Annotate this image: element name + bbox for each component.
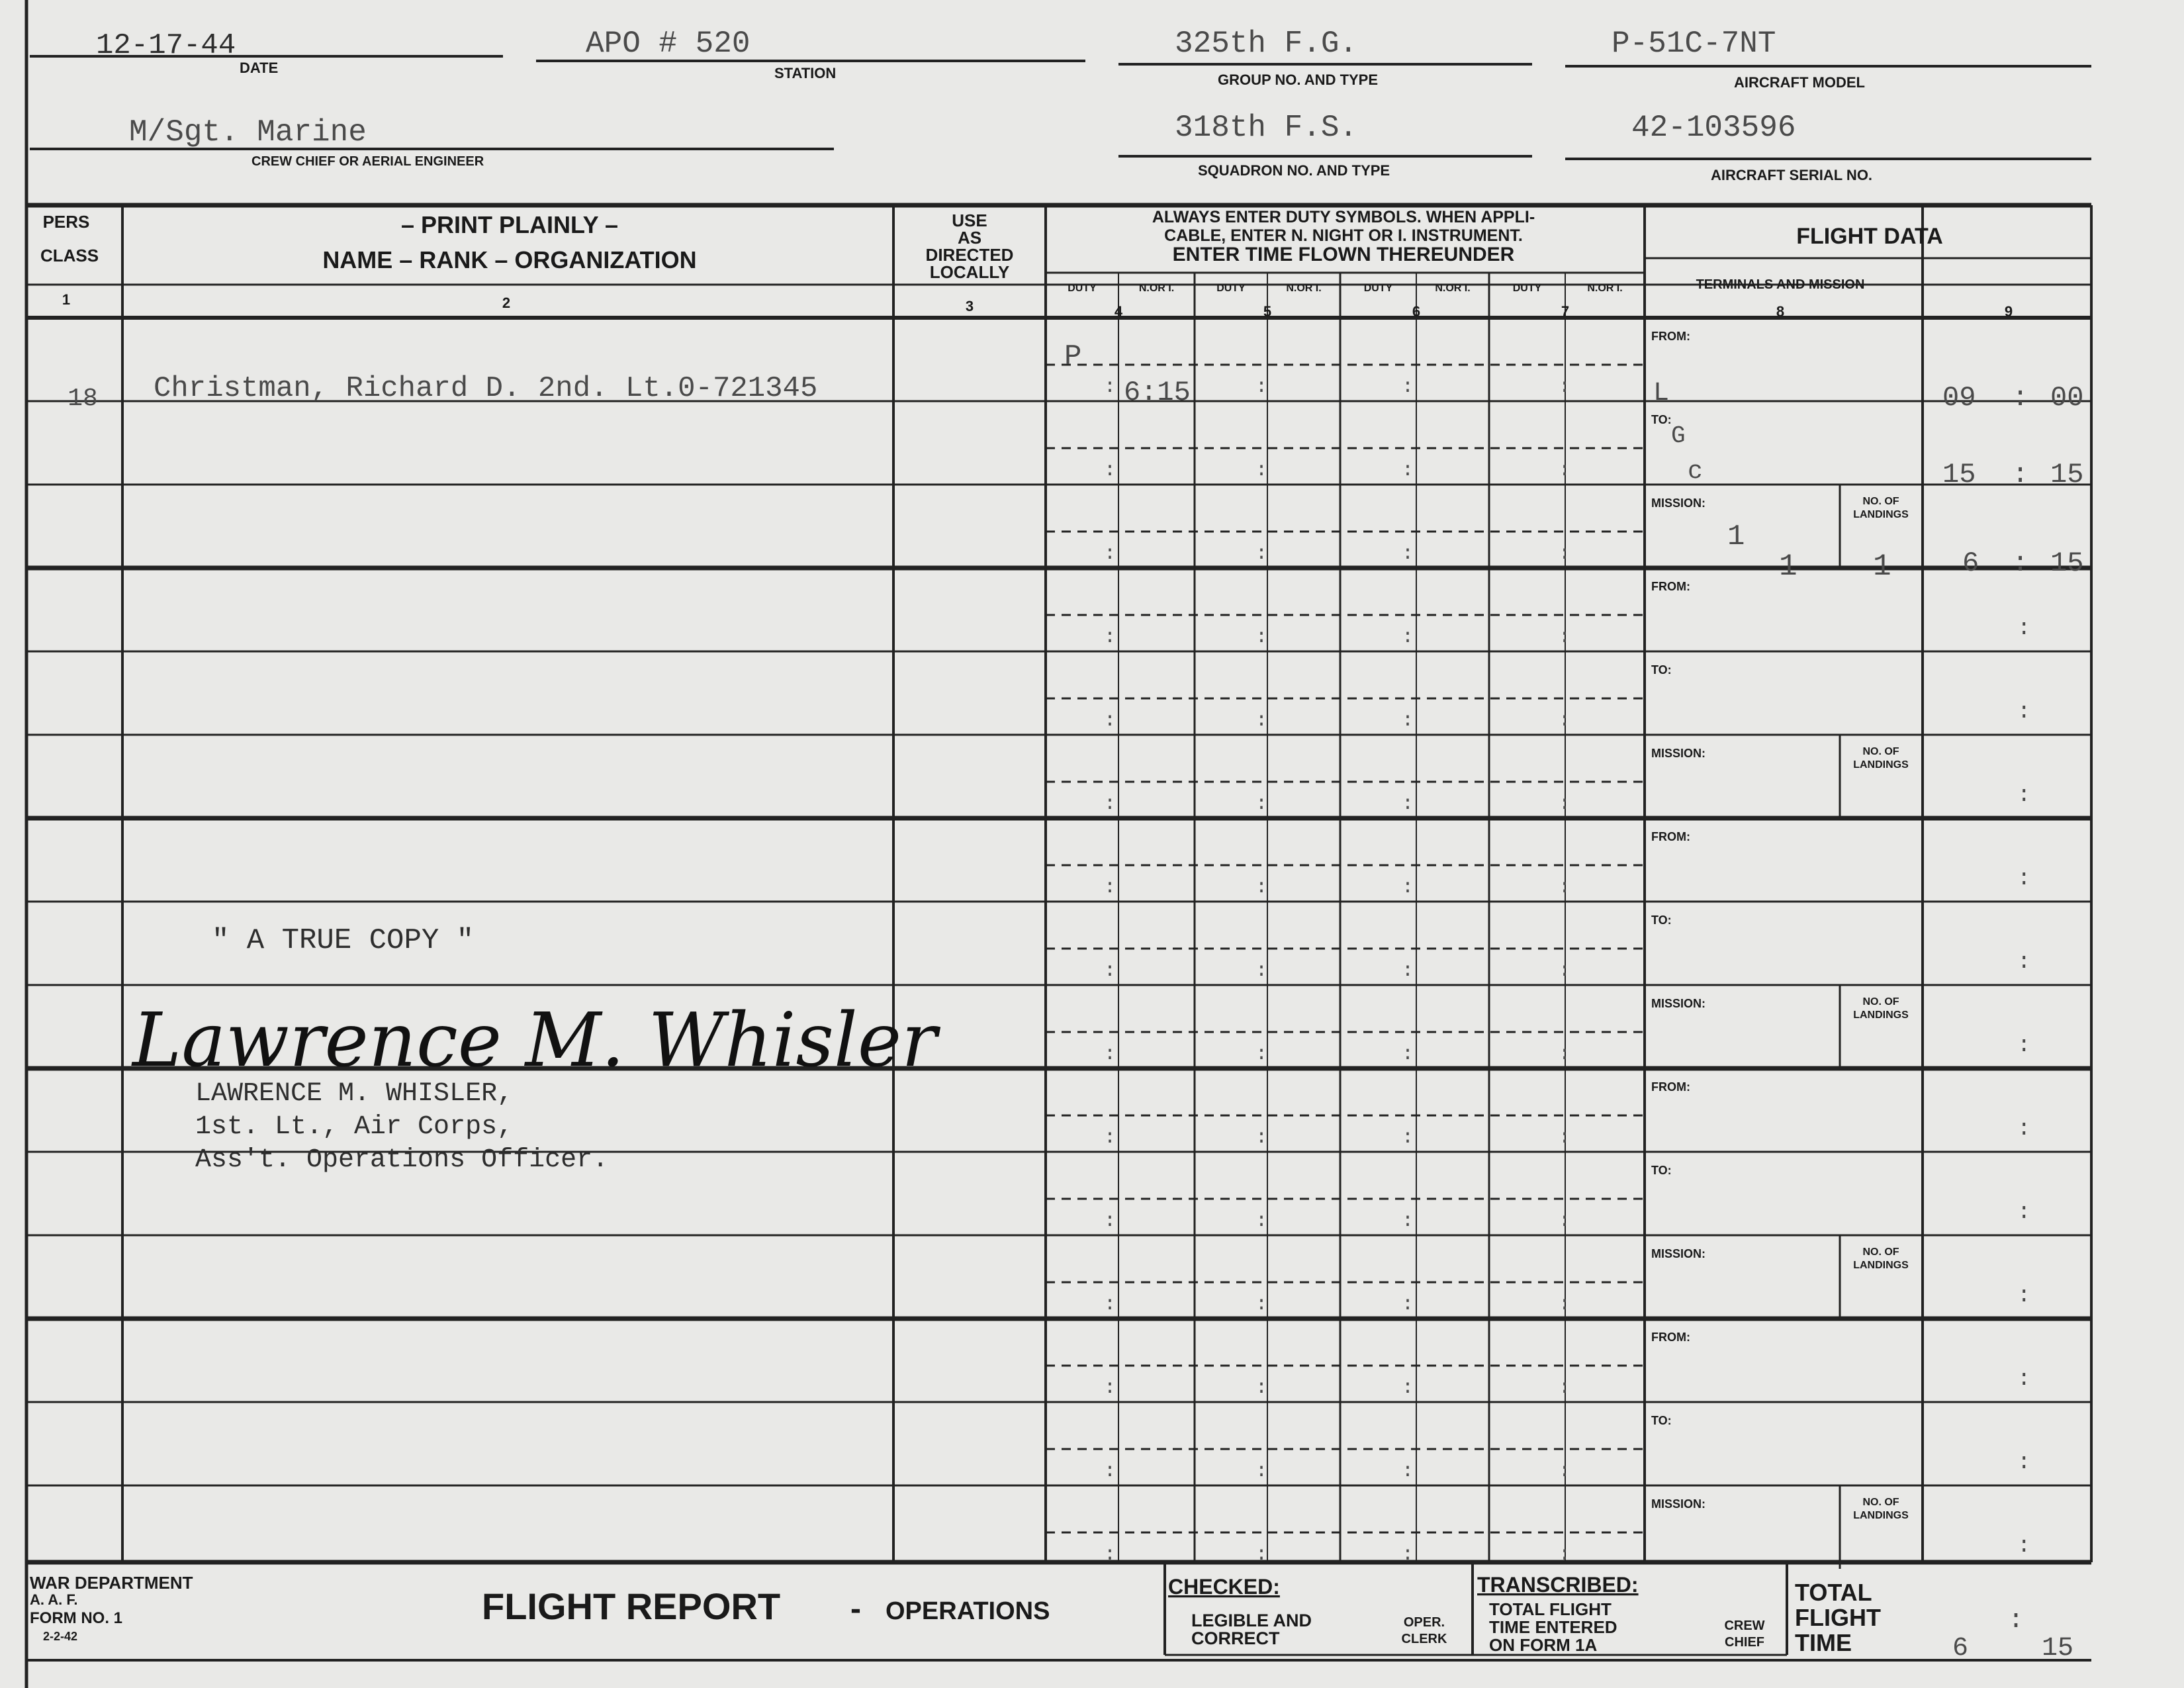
duty-colon-15-2: : xyxy=(1255,1544,1268,1566)
officer-signature: Lawrence M. Whisler xyxy=(132,998,937,1084)
duty-colon-12-4: : xyxy=(1559,1293,1571,1316)
mission-label-2: MISSION: xyxy=(1651,747,1706,760)
duty-subheader-2: N.OR I. xyxy=(1138,283,1175,294)
duty-colon-14-2: : xyxy=(1255,1460,1268,1483)
squadron-value: 318th F.S. xyxy=(1175,111,1358,145)
duty-colon-13-4: : xyxy=(1559,1377,1571,1399)
footer-total-hours: 6 xyxy=(1952,1634,1969,1664)
legible-line-2: CORRECT xyxy=(1191,1628,1280,1648)
total-entered-1: TOTAL FLIGHT xyxy=(1489,1599,1612,1619)
duty-colon-7-4: : xyxy=(1559,876,1571,899)
true-copy-stamp: " A TRUE COPY " xyxy=(212,924,475,957)
group-value: 325th F.G. xyxy=(1175,26,1358,61)
to-label-1: TO: xyxy=(1651,413,1672,426)
duty-colon-2-3: : xyxy=(1402,459,1414,482)
dept-line-1: WAR DEPARTMENT xyxy=(30,1573,193,1593)
duty-colon-4-1: : xyxy=(1104,626,1116,649)
duty-col-number-7: 7 xyxy=(1561,303,1570,320)
print-plainly-header: – PRINT PLAINLY – xyxy=(400,211,619,238)
duty-subheader-3: DUTY xyxy=(1216,283,1246,294)
duty-colon-4-2: : xyxy=(1255,626,1268,649)
to-label-5: TO: xyxy=(1651,1414,1672,1427)
col9-number: 9 xyxy=(2004,303,2013,320)
landings-label-a-3: NO. OF xyxy=(1862,996,1899,1008)
entry-duty-symbol: P xyxy=(1064,340,1082,373)
oper-clerk-2: CLERK xyxy=(1401,1632,1447,1646)
report-title-dash: - xyxy=(850,1591,861,1626)
footer-total-colon: : xyxy=(2008,1606,2025,1636)
date-value: 12-17-44 xyxy=(96,29,236,62)
duty-colon-2-4: : xyxy=(1559,459,1571,482)
landings-label-b-3: LANDINGS xyxy=(1853,1009,1909,1021)
legible-line-1: LEGIBLE AND xyxy=(1191,1611,1312,1630)
from-label-4: FROM: xyxy=(1651,1080,1690,1094)
oper-clerk-1: OPER. xyxy=(1403,1615,1445,1630)
duty-colon-3-4: : xyxy=(1559,543,1571,565)
duty-colon-1-1: : xyxy=(1104,376,1116,399)
duty-colon-9-3: : xyxy=(1402,1043,1414,1066)
crew-chief-label: CREW CHIEF OR AERIAL ENGINEER xyxy=(251,154,484,169)
entry-name: Christman, Richard D. 2nd. Lt.0-721345 xyxy=(154,372,818,405)
duty-colon-4-4: : xyxy=(1559,626,1571,649)
landings-label-a-1: NO. OF xyxy=(1862,496,1899,507)
from-label-1: FROM: xyxy=(1651,330,1690,343)
duty-colon-8-2: : xyxy=(1255,960,1268,982)
duty-colon-4-3: : xyxy=(1402,626,1414,649)
entry-mission-extra: 1 xyxy=(1779,549,1797,584)
duty-colon-10-4: : xyxy=(1559,1127,1571,1149)
use-as-directed-1: USE xyxy=(952,211,987,230)
time-colon-3-1: : xyxy=(2017,867,2031,892)
duty-subheader-8: N.OR I. xyxy=(1587,283,1623,294)
duty-instructions-2: CABLE, ENTER N. NIGHT OR I. INSTRUMENT. xyxy=(1164,226,1523,245)
duty-colon-8-1: : xyxy=(1104,960,1116,982)
pers-class-header-1: PERS xyxy=(42,212,90,232)
footer-total-minutes: 15 xyxy=(2042,1634,2074,1664)
name-rank-org-header: NAME – RANK – ORGANIZATION xyxy=(322,246,697,273)
duty-colon-15-4: : xyxy=(1559,1544,1571,1566)
duty-colon-7-2: : xyxy=(1255,876,1268,899)
time-colon-3-2: : xyxy=(2017,950,2031,975)
landings-label-b-1: LANDINGS xyxy=(1853,509,1909,520)
aircraft-model-value: P-51C-7NT xyxy=(1612,26,1776,61)
duty-colon-8-3: : xyxy=(1402,960,1414,982)
time-colon-2-3: : xyxy=(2017,783,2031,808)
duty-colon-14-4: : xyxy=(1559,1460,1571,1483)
officer-rank: 1st. Lt., Air Corps, xyxy=(195,1112,514,1142)
entry-to-minutes: 15 xyxy=(2050,459,2084,491)
entry-to: G xyxy=(1671,422,1686,449)
col1-number: 1 xyxy=(62,291,71,308)
serial-value: 42-103596 xyxy=(1631,111,1796,145)
use-as-directed-2: AS xyxy=(957,228,982,248)
duty-colon-6-2: : xyxy=(1255,793,1268,816)
duty-colon-12-3: : xyxy=(1402,1293,1414,1316)
duty-colon-14-3: : xyxy=(1402,1460,1414,1483)
duty-colon-2-1: : xyxy=(1104,459,1116,482)
date-label: DATE xyxy=(240,60,279,76)
crew-chief-1: CREW xyxy=(1724,1618,1765,1633)
to-label-4: TO: xyxy=(1651,1164,1672,1177)
duty-colon-7-1: : xyxy=(1104,876,1116,899)
entry-from-minutes: 00 xyxy=(2050,382,2084,414)
total-flight-time-1: TOTAL xyxy=(1795,1579,1872,1606)
duty-colon-6-4: : xyxy=(1559,793,1571,816)
mission-label-4: MISSION: xyxy=(1651,1247,1706,1260)
duty-colon-8-4: : xyxy=(1559,960,1571,982)
duty-colon-15-3: : xyxy=(1402,1544,1414,1566)
duty-colon-11-3: : xyxy=(1402,1210,1414,1233)
terminals-mission-header: TERMINALS AND MISSION xyxy=(1696,277,1865,292)
flight-data-header: FLIGHT DATA xyxy=(1796,224,1943,249)
duty-colon-5-2: : xyxy=(1255,710,1268,732)
landings-label-a-2: NO. OF xyxy=(1862,746,1899,757)
mission-label-3: MISSION: xyxy=(1651,997,1706,1010)
col3-number: 3 xyxy=(965,298,974,314)
duty-subheader-6: N.OR I. xyxy=(1435,283,1471,294)
entry-to-code: c xyxy=(1688,457,1703,486)
duty-colon-10-3: : xyxy=(1402,1127,1414,1149)
station-label: STATION xyxy=(774,65,837,81)
duty-colon-6-1: : xyxy=(1104,793,1116,816)
crew-chief-2: CHIEF xyxy=(1725,1635,1764,1650)
col2-number: 2 xyxy=(502,295,511,311)
time-colon-2-1: : xyxy=(2017,616,2031,641)
duty-colon-9-4: : xyxy=(1559,1043,1571,1066)
duty-colon-3-3: : xyxy=(1402,543,1414,565)
mission-label-1: MISSION: xyxy=(1651,496,1706,510)
duty-colon-11-4: : xyxy=(1559,1210,1571,1233)
time-colon-4-1: : xyxy=(2017,1117,2031,1142)
group-label: GROUP NO. AND TYPE xyxy=(1218,71,1379,88)
to-label-2: TO: xyxy=(1651,663,1672,677)
duty-colon-6-3: : xyxy=(1402,793,1414,816)
duty-col-number-6: 6 xyxy=(1412,303,1421,320)
station-value: APO # 520 xyxy=(586,26,751,61)
duty-instructions-1: ALWAYS ENTER DUTY SYMBOLS. WHEN APPLI- xyxy=(1152,208,1535,226)
serial-label: AIRCRAFT SERIAL NO. xyxy=(1711,167,1873,183)
dept-line-2: A. A. F. xyxy=(30,1591,78,1608)
total-flight-time-3: TIME xyxy=(1795,1629,1852,1656)
duty-colon-15-1: : xyxy=(1104,1544,1116,1566)
dept-line-3: FORM NO. 1 xyxy=(30,1609,123,1627)
entry-pers-class: 18 xyxy=(68,385,98,413)
total-entered-2: TIME ENTERED xyxy=(1489,1617,1617,1637)
landings-label-b-2: LANDINGS xyxy=(1853,759,1909,771)
duty-colon-12-2: : xyxy=(1255,1293,1268,1316)
from-label-3: FROM: xyxy=(1651,830,1690,843)
time-colon-3-3: : xyxy=(2017,1033,2031,1058)
time-colon-5-2: : xyxy=(2017,1450,2031,1476)
from-label-5: FROM: xyxy=(1651,1331,1690,1344)
officer-title: Ass't. Operations Officer. xyxy=(195,1145,609,1175)
entry-from-colon: : xyxy=(2012,382,2029,414)
duty-colon-13-1: : xyxy=(1104,1377,1116,1399)
pers-class-header-2: CLASS xyxy=(40,246,99,265)
from-label-2: FROM: xyxy=(1651,580,1690,593)
use-as-directed-3: DIRECTED xyxy=(925,245,1014,265)
time-colon-2-2: : xyxy=(2017,700,2031,725)
crew-chief-value: M/Sgt. Marine xyxy=(129,115,367,150)
landings-label-b-4: LANDINGS xyxy=(1853,1260,1909,1271)
time-colon-4-3: : xyxy=(2017,1284,2031,1309)
duty-colon-3-2: : xyxy=(1255,543,1268,565)
entry-from-hours: 09 xyxy=(1942,382,1976,414)
duty-col-number-4: 4 xyxy=(1114,303,1123,320)
landings-label-b-5: LANDINGS xyxy=(1853,1510,1909,1521)
duty-col-number-5: 5 xyxy=(1263,303,1272,320)
duty-subheader-5: DUTY xyxy=(1363,283,1393,294)
duty-colon-5-1: : xyxy=(1104,710,1116,732)
duty-colon-11-1: : xyxy=(1104,1210,1116,1233)
total-entered-3: ON FORM 1A xyxy=(1489,1635,1598,1655)
entry-landings: 1 xyxy=(1873,549,1891,584)
entry-to-colon: : xyxy=(2012,459,2029,491)
duty-instructions-3: ENTER TIME FLOWN THEREUNDER xyxy=(1172,244,1515,265)
entry-to-hours: 15 xyxy=(1942,459,1976,491)
duty-colon-7-3: : xyxy=(1402,876,1414,899)
duty-colon-13-2: : xyxy=(1255,1377,1268,1399)
landings-label-a-5: NO. OF xyxy=(1862,1497,1899,1508)
officer-typed-name: LAWRENCE M. WHISLER, xyxy=(195,1079,514,1109)
duty-colon-12-1: : xyxy=(1104,1293,1116,1316)
mission-label-5: MISSION: xyxy=(1651,1497,1706,1511)
duty-colon-9-2: : xyxy=(1255,1043,1268,1066)
duty-colon-10-2: : xyxy=(1255,1127,1268,1149)
landings-label-a-4: NO. OF xyxy=(1862,1246,1899,1258)
transcribed-label: TRANSCRIBED: xyxy=(1477,1573,1639,1597)
duty-colon-3-1: : xyxy=(1104,543,1116,565)
report-subtitle: OPERATIONS xyxy=(886,1597,1050,1625)
duty-colon-1-4: : xyxy=(1559,376,1571,399)
time-colon-5-3: : xyxy=(2017,1534,2031,1559)
duty-colon-1-2: : xyxy=(1255,376,1268,399)
entry-mission: 1 xyxy=(1727,520,1745,553)
total-flight-time-2: FLIGHT xyxy=(1795,1604,1881,1631)
duty-colon-10-1: : xyxy=(1104,1127,1116,1149)
entry-total-hours: 6 xyxy=(1962,547,1979,579)
duty-colon-1-3: : xyxy=(1402,376,1414,399)
duty-colon-11-2: : xyxy=(1255,1210,1268,1233)
duty-subheader-7: DUTY xyxy=(1512,283,1542,294)
squadron-label: SQUADRON NO. AND TYPE xyxy=(1198,162,1390,179)
entry-total-minutes: 15 xyxy=(2050,547,2084,579)
duty-subheader-4: N.OR I. xyxy=(1286,283,1322,294)
time-colon-4-2: : xyxy=(2017,1200,2031,1225)
duty-colon-5-3: : xyxy=(1402,710,1414,732)
duty-subheader-1: DUTY xyxy=(1068,283,1097,294)
duty-colon-2-2: : xyxy=(1255,459,1268,482)
entry-duty-time: 6:15 xyxy=(1124,377,1191,408)
entry-from: L xyxy=(1653,379,1670,408)
dept-line-4: 2-2-42 xyxy=(43,1630,78,1643)
duty-colon-14-1: : xyxy=(1104,1460,1116,1483)
entry-total-colon: : xyxy=(2012,547,2029,579)
checked-label: CHECKED: xyxy=(1168,1575,1280,1599)
to-label-3: TO: xyxy=(1651,914,1672,927)
aircraft-model-label: AIRCRAFT MODEL xyxy=(1734,74,1865,91)
duty-colon-5-4: : xyxy=(1559,710,1571,732)
duty-colon-9-1: : xyxy=(1104,1043,1116,1066)
col8-number: 8 xyxy=(1776,303,1785,320)
duty-colon-13-3: : xyxy=(1402,1377,1414,1399)
time-colon-5-1: : xyxy=(2017,1367,2031,1392)
report-title: FLIGHT REPORT xyxy=(482,1585,781,1627)
use-as-directed-4: LOCALLY xyxy=(929,262,1010,282)
